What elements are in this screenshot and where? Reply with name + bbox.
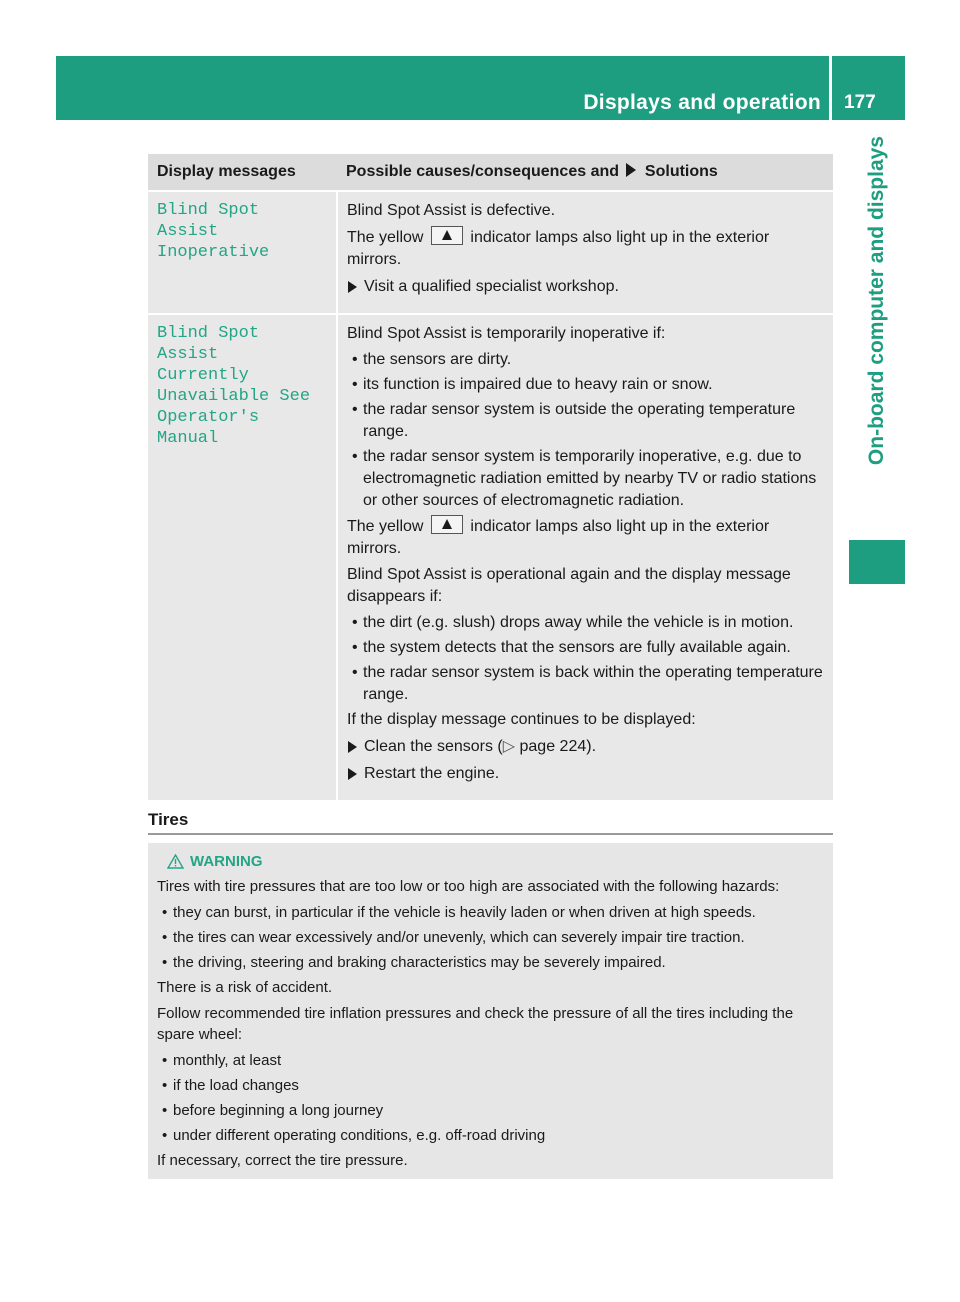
list-item: • monthly, at least — [157, 1050, 824, 1071]
warning-heading — [157, 851, 824, 872]
warning-triangle-icon — [167, 854, 184, 869]
list-item: • the radar sensor system is temporarily inoperative, e.g. due to electromagnetic radiation emitted by nearby TV or radio stations or other sources of electromagnetic radiation. — [347, 446, 824, 512]
action-step — [347, 736, 824, 758]
side-tab-label: On-board computer and displays — [865, 136, 888, 466]
continues-note: If the display message continues to be displayed: — [347, 711, 696, 728]
warning-box — [148, 843, 833, 1179]
table-header-row — [148, 154, 833, 191]
final-note: If necessary, correct the tire pressure. — [157, 1152, 408, 1169]
lamp-note — [347, 515, 824, 560]
list-item: • they can burst, in particular if the vehicle is heavily laden or when driven at high speeds. — [157, 902, 824, 923]
list-item: • its function is impaired due to heavy rain or snow. — [347, 374, 824, 396]
header-solutions-label: Solutions — [644, 163, 718, 180]
action-step: Restart the engine. — [347, 763, 824, 785]
table-row — [148, 191, 833, 314]
side-tab-marker — [849, 540, 905, 584]
message-cell — [148, 191, 337, 314]
list-item: • the dirt (e.g. slush) drops away while the vehicle is in motion. — [347, 612, 824, 634]
cause-intro: Blind Spot Assist is temporarily inoperative if: — [347, 325, 666, 342]
header-causes-label: Possible causes/consequences and — [346, 163, 620, 180]
table-row — [148, 314, 833, 800]
list-item: • under different operating conditions, e.g. off-road driving — [157, 1125, 824, 1146]
lamp-note-after: indicator lamps also light up in the exterior mirrors. — [347, 518, 770, 557]
page-reference-link[interactable]: page 224). — [519, 738, 597, 755]
follow-note: Follow recommended tire inflation pressures and check the pressure of all the tires including the spare wheel: — [157, 1005, 794, 1043]
page-reference-icon: ▷ — [502, 738, 516, 755]
risk-note: There is a risk of accident. — [157, 979, 333, 996]
solutions-arrow-icon — [625, 163, 637, 177]
blind-spot-warning-icon — [431, 515, 463, 534]
header-causes-solutions — [337, 154, 833, 191]
solution-cell — [337, 314, 833, 800]
page-header — [56, 56, 905, 120]
warning-intro: Tires with tire pressures that are too low or too high are associated with the following hazards: — [157, 878, 780, 895]
list-item: • the sensors are dirty. — [347, 349, 824, 371]
list-item: • the driving, steering and braking characteristics may be severely impaired. — [157, 952, 824, 973]
blind-spot-warning-icon — [431, 226, 463, 245]
lamp-note-before: The yellow — [347, 229, 424, 246]
list-item: • before beginning a long journey — [157, 1100, 824, 1121]
display-message-text: Blind Spot Assist Inoperative — [157, 201, 270, 262]
header-divider — [829, 56, 832, 120]
message-cell — [148, 314, 337, 800]
lamp-note-before: The yellow — [347, 518, 424, 535]
display-messages-table — [148, 154, 833, 800]
operational-note: Blind Spot Assist is operational again and the display message disappears if: — [347, 566, 791, 605]
display-message-text: Blind Spot Assist Currently Unavailable See Operator's Manual — [157, 324, 311, 448]
action-step: Visit a qualified specialist workshop. — [347, 276, 824, 298]
list-item: • the radar sensor system is back within the operating temperature range. — [347, 662, 824, 706]
list-item: • the radar sensor system is outside the operating temperature range. — [347, 399, 824, 443]
section-title-tires: Tires — [148, 810, 189, 829]
list-item: • if the load changes — [157, 1075, 824, 1096]
action-clean-sensors: Clean the sensors ( — [364, 738, 503, 755]
cause-text: Blind Spot Assist is defective. — [347, 202, 556, 219]
section-header-title: Displays and operation — [583, 91, 821, 114]
list-item: • the system detects that the sensors are fully available again. — [347, 637, 824, 659]
section-divider — [148, 833, 833, 835]
lamp-note — [347, 226, 824, 271]
side-tab — [849, 120, 905, 530]
solution-cell — [337, 191, 833, 314]
header-display-messages: Display messages — [148, 154, 337, 191]
warning-label: WARNING — [190, 853, 263, 870]
list-item: • the tires can wear excessively and/or unevenly, which can severely impair tire traction. — [157, 927, 824, 948]
lamp-note-after: indicator lamps also light up in the exterior mirrors. — [347, 229, 770, 268]
page-number: 177 — [844, 92, 876, 113]
